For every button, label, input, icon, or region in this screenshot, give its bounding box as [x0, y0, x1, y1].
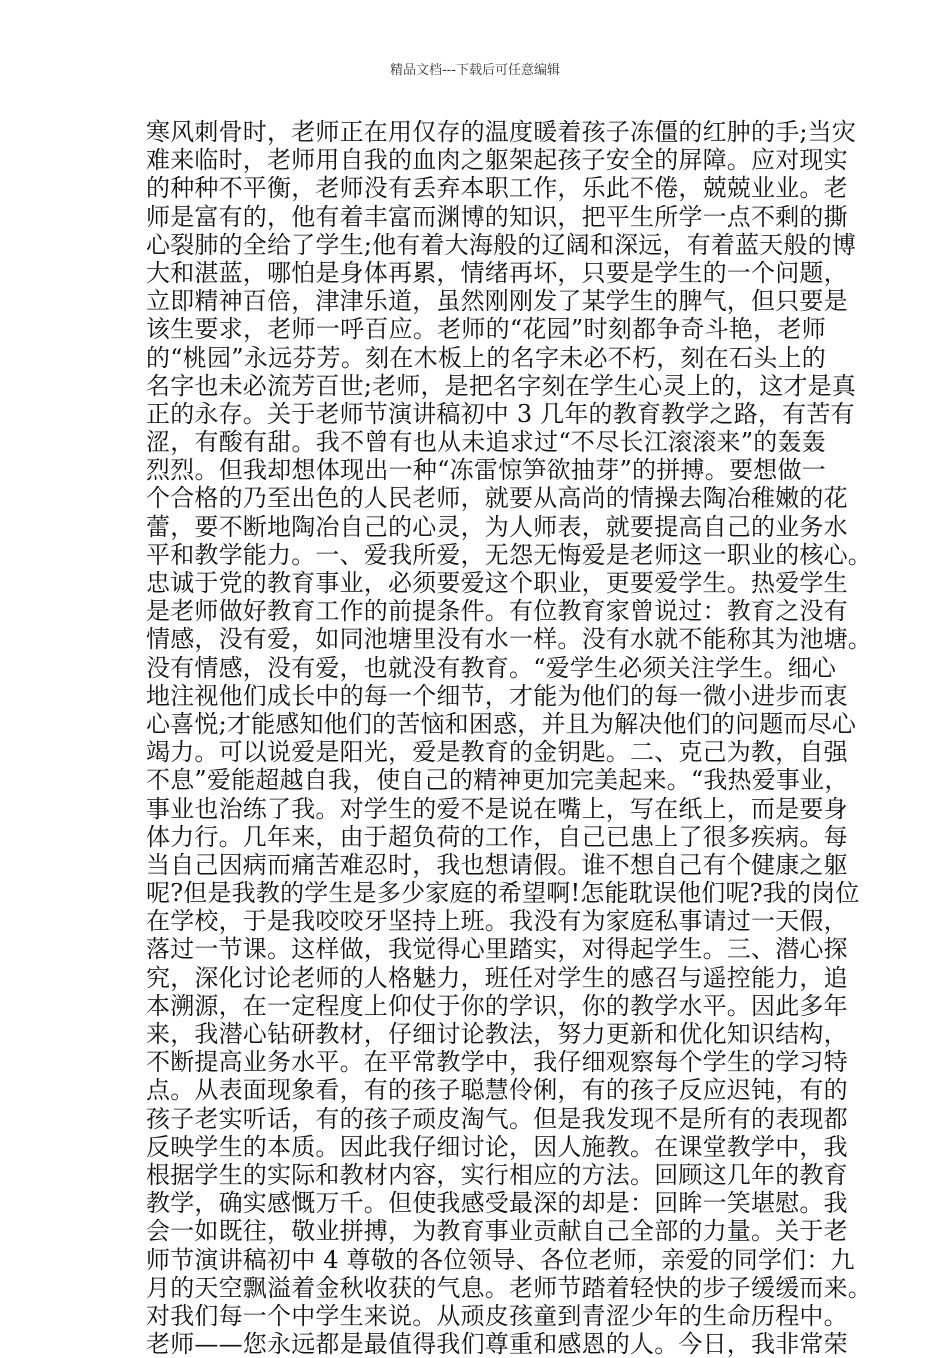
paragraph-line: 孩子老实听话，有的孩子顽皮淘气。但是我发现不是所有的表现都: [146, 1104, 848, 1133]
paragraph-line: 会一如既往，敬业拼搏，为教育事业贡献自己全部的力量。关于老: [146, 1217, 848, 1246]
paragraph-line: 根据学生的实际和教材内容，实行相应的方法。回顾这几年的教育: [146, 1160, 848, 1189]
paragraph-line: 大和湛蓝，哪怕是身体再累，情绪再坏，只要是学生的一个问题，: [146, 258, 848, 287]
paragraph-line: 蕾，要不断地陶冶自己的心灵，为人师表，就要提高自己的业务水: [146, 512, 848, 541]
paragraph-line: 寒风刺骨时，老师正在用仅存的温度暖着孩子冻僵的红肿的手;当灾: [146, 118, 857, 146]
paragraph-line: 竭力。可以说爱是阳光，爱是教育的金钥匙。二、克己为教，自强: [146, 738, 848, 767]
paragraph-line: 心裂肺的全给了学生;他有着大海般的辽阔和深远，有着蓝天般的博: [146, 230, 857, 259]
paragraph-line: 烈烈。但我却想体现出一种“冻雷惊笋欲抽芽”的拼搏。要想做一: [146, 456, 826, 485]
paragraph-line: 没有情感，没有爱，也就没有教育。“爱学生必须关注学生。细心: [146, 653, 837, 682]
paragraph-line: 不息”爱能超越自我，使自己的精神更加完美起来。“我热爱事业，: [146, 766, 849, 795]
paragraph-line: 究，深化讨论老师的人格魅力，班任对学生的感召与遥控能力，追: [146, 963, 848, 992]
paragraph-line: 名字也未必流芳百世;老师，是把名字刻在学生心灵上的，这才是真: [146, 371, 857, 400]
paragraph-line: 正的永存。关于老师节演讲稿初中 3 几年的教育教学之路，有苦有: [146, 399, 855, 428]
paragraph-line: 个合格的乃至出色的人民老师，就要从高尚的情操去陶冶稚嫩的花: [146, 484, 848, 513]
paragraph-line: 事业也治练了我。对学生的爱不是说在嘴上，写在纸上，而是要身: [146, 794, 848, 823]
paragraph-line: 难来临时，老师用自我的血肉之躯架起孩子安全的屏障。应对现实: [146, 146, 848, 175]
paragraph-line: 在学校，于是我咬咬牙坚持上班。我没有为家庭私事请过一天假，: [146, 907, 848, 936]
paragraph-line: 老师——您永远都是最值得我们尊重和感恩的人。今日，我非常荣: [146, 1330, 848, 1358]
paragraph-line: 对我们每一个中学生来说。从顽皮孩童到青涩少年的生命历程中。: [146, 1301, 848, 1330]
paragraph-line: 心喜悦;才能感知他们的苦恼和困惑，并且为解决他们的问题而尽心: [146, 709, 857, 738]
paragraph-line: 当自己因病而痛苦难忍时，我也想请假。谁不想自己有个健康之躯: [146, 850, 848, 879]
paragraph-line: 教学，确实感慨万千。但使我感受最深的却是：回眸一笑堪慰。我: [146, 1189, 848, 1218]
body-text: [146, 118, 872, 1358]
paragraph-line: 点。从表面现象看，有的孩子聪慧伶俐，有的孩子反应迟钝，有的: [146, 1076, 848, 1105]
page-header: 精品文档---下载后可任意编辑: [389, 63, 561, 78]
paragraph-line: 地注视他们成长中的每一个细节，才能为他们的每一微小进步而衷: [146, 681, 848, 710]
paragraph-line: 的种种不平衡，老师没有丢弃本职工作，乐此不倦，兢兢业业。老: [146, 174, 848, 203]
paragraph-line: 涩，有酸有甜。我不曾有也从未追求过“不尽长江滚滚来”的轰轰: [146, 428, 826, 457]
paragraph-line: 师是富有的，他有着丰富而渊博的知识，把平生所学一点不剩的撕: [146, 202, 848, 231]
paragraph-line: 不断提高业务水平。在平常教学中，我仔细观察每个学生的学习特: [146, 1048, 848, 1077]
paragraph-line: 师节演讲稿初中 4 尊敬的各位领导、各位老师，亲爱的同学们：九: [146, 1245, 855, 1274]
paragraph-line: 的“桃园”永远芬芳。刻在木板上的名字未必不朽，刻在石头上的: [146, 343, 826, 372]
paragraph-line: 该生要求，老师一呼百应。老师的“花园”时刻都争奇斗艳，老师: [146, 315, 826, 344]
paragraph-line: 反映学生的本质。因此我仔细讨论，因人施教。在课堂教学中，我: [146, 1132, 848, 1161]
paragraph-line: 来，我潜心钻研教材，仔细讨论教法，努力更新和优化知识结构，: [146, 1020, 848, 1048]
paragraph-line: 体力行。几年来，由于超负荷的工作，自己已患上了很多疾病。每: [146, 822, 848, 851]
paragraph-line: 本溯源，在一定程度上仰仗于你的学识，你的教学水平。因此多年: [146, 991, 848, 1020]
paragraph-line: 情感，没有爱，如同池塘里没有水一样。没有水就不能称其为池塘。: [146, 625, 872, 654]
paragraph-line: 落过一节课。这样做，我觉得心里踏实，对得起学生。三、潜心探: [146, 935, 848, 964]
paragraph-line: 立即精神百倍，津津乐道，虽然刚刚发了某学生的脾气，但只要是: [146, 287, 848, 316]
paragraph-line: 忠诚于党的教育事业，必须要爱这个职业，更要爱学生。热爱学生: [146, 569, 848, 597]
paragraph-line: 是老师做好教育工作的前提条件。有位教育家曾说过：教育之没有: [146, 597, 848, 626]
paragraph-line: 月的天空飘溢着金秋收获的气息。老师节踏着轻快的步子缓缓而来。: [146, 1273, 872, 1302]
paragraph-line: 平和教学能力。一、爱我所爱，无怨无悔爱是老师这一职业的核心。: [146, 540, 872, 569]
paragraph-line: 呢?但是我教的学生是多少家庭的希望啊!怎能耽误他们呢?我的岗位: [146, 879, 860, 908]
